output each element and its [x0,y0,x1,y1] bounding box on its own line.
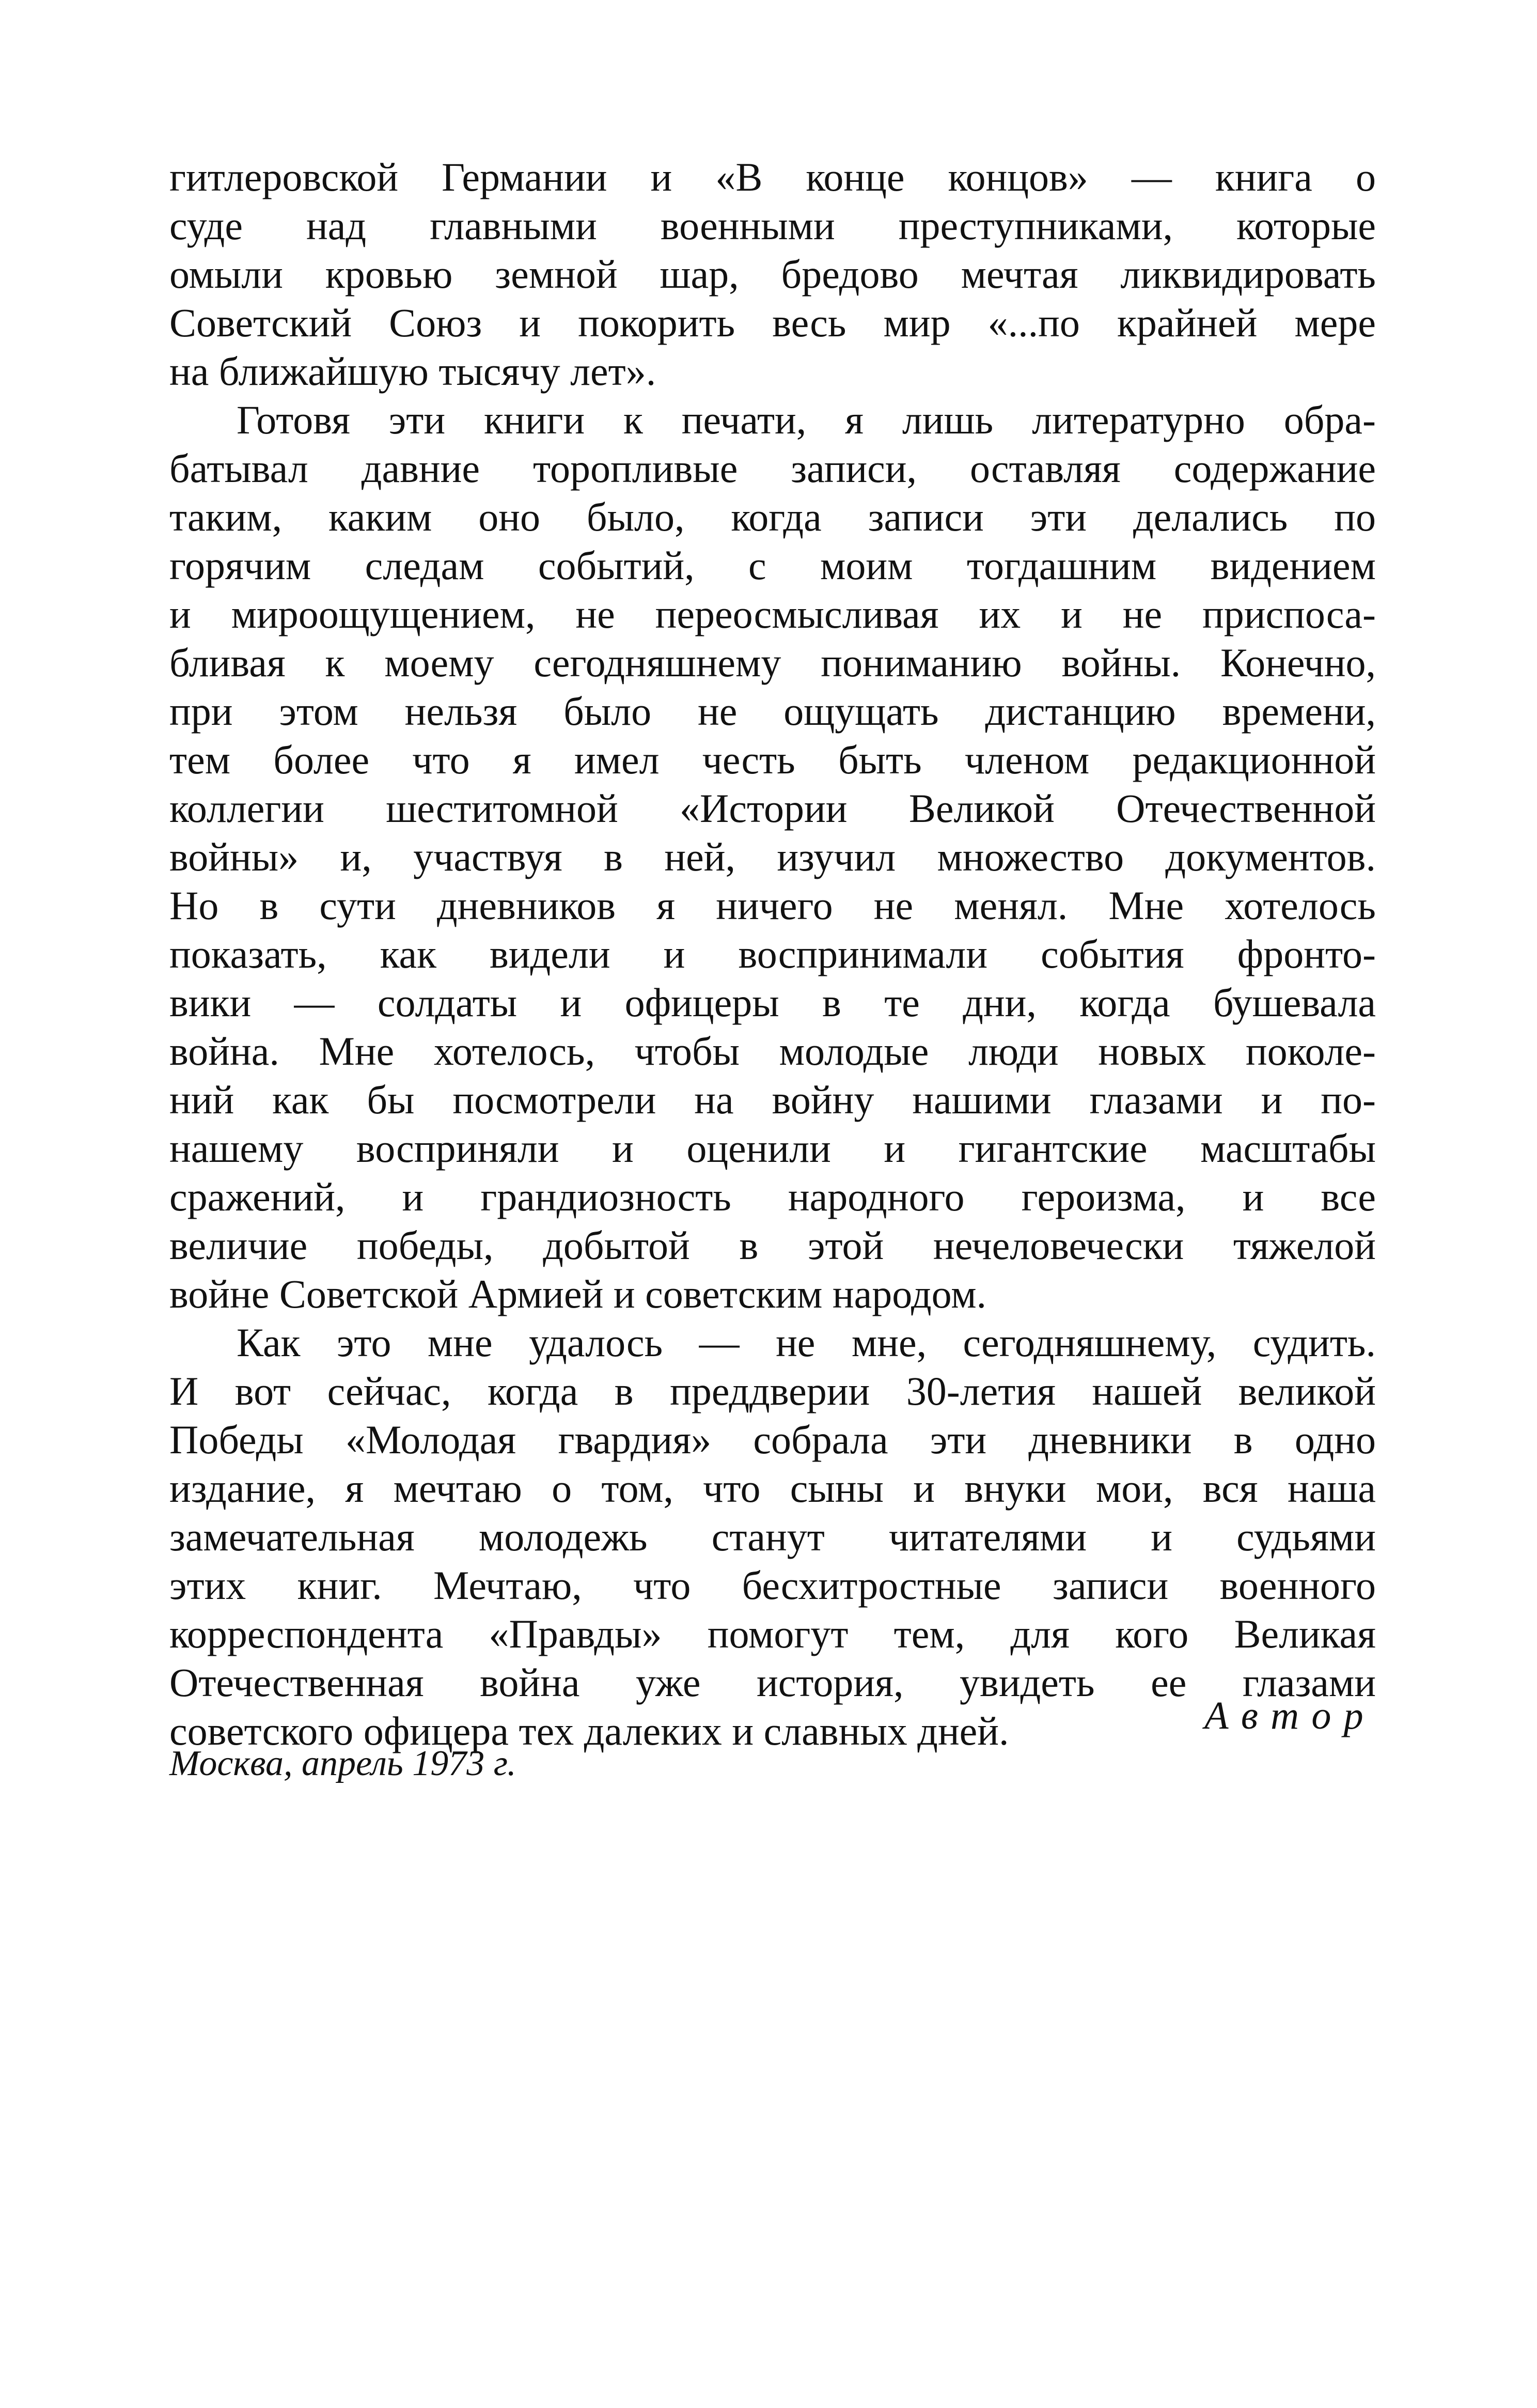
text-line: Отечественная война уже история, увидеть ее глазами [169,1660,1376,1705]
text-line: батывал давние торопливые записи, оставляя содержание [169,446,1376,491]
text-line: таким, каким оно было, когда записи эти делались по [169,494,1376,539]
text-line: И вот сейчас, когда в преддверии 30-летия нашей великой [169,1369,1376,1413]
text-line: ний как бы посмотрели на войну нашими глазами и по- [169,1077,1376,1122]
text-line: замечательная молодежь станут читателями и судьями [169,1514,1376,1559]
text-line: сражений, и грандиозность народного героизма, и все [169,1174,1376,1219]
text-line: Но в сути дневников я ничего не менял. Мне хотелось [169,883,1376,928]
text-line: гитлеровской Германии и «В конце концов» — книга о [169,154,1376,199]
text-line: горячим следам событий, с моим тогдашним видением [169,543,1376,588]
text-line: издание, я мечтаю о том, что сыны и внуки мои, вся наша [169,1466,1376,1511]
text-line: Как это мне удалось — не мне, сегодняшнему, судить. [237,1320,1376,1365]
text-line: величие победы, добытой в этой нечеловечески тяжелой [169,1223,1376,1268]
text-line: войны» и, участвуя в ней, изучил множество документов. [169,834,1376,879]
text-line: при этом нельзя было не ощущать дистанцию времени, [169,689,1376,734]
text-line: советского офицера тех далеких и славных дней. [169,1708,1009,1753]
author-signature: Автор [1204,1694,1376,1737]
paragraph-2 [169,396,1376,1318]
text-line: войне Советской Армией и советским народом. [169,1271,987,1316]
text-line: война. Мне хотелось, чтобы молодые люди новых поколе- [169,1029,1376,1074]
text-line: вики — солдаты и офицеры в те дни, когда бушевала [169,980,1376,1025]
text-line: этих книг. Мечтаю, что бесхитростные записи военного [169,1563,1376,1608]
body-text [169,153,1376,1755]
text-line: бливая к моему сегодняшнему пониманию войны. Конечно, [169,640,1376,685]
text-line: коллегии шеститомной «Истории Великой Отечественной [169,786,1376,831]
text-line: нашему восприняли и оценили и гигантские масштабы [169,1126,1376,1171]
dateline: Москва, апрель 1973 г. [169,1744,516,1783]
text-line: Советский Союз и покорить весь мир «...по крайней мере [169,300,1376,345]
paragraph-1 [169,153,1376,396]
text-line: и мироощущением, не переосмысливая их и не приспоса- [169,592,1376,636]
text-line: омыли кровью земной шар, бредово мечтая ликвидировать [169,252,1376,297]
paragraph-3 [169,1318,1376,1755]
text-line: показать, как видели и воспринимали события фронто- [169,931,1376,976]
text-line: Готовя эти книги к печати, я лишь литературно обра- [237,397,1376,442]
text-line: тем более что я имел честь быть членом редакционной [169,737,1376,782]
text-line: суде над главными военными преступниками, которые [169,203,1376,248]
text-line: корреспондента «Правды» помогут тем, для кого Великая [169,1611,1376,1656]
text-line: Победы «Молодая гвардия» собрала эти дневники в одно [169,1417,1376,1462]
text-line: на ближайшую тысячу лет». [169,349,656,394]
